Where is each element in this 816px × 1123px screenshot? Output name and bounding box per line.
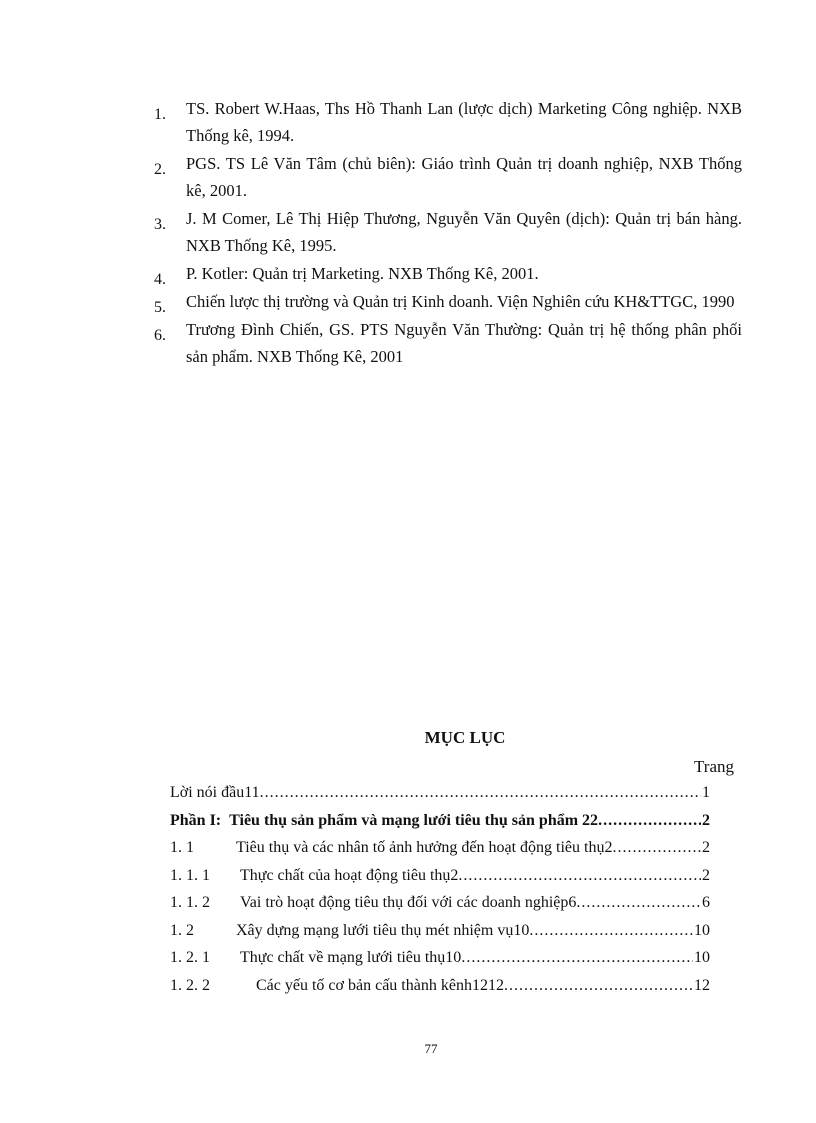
reference-text: TS. Robert W.Haas, Ths Hồ Thanh Lan (lược dịch) Marketing Công nghiệp. NXB Thống kê, 1994. bbox=[186, 99, 742, 145]
toc-entry[interactable] bbox=[170, 839, 710, 867]
toc-leader-dots bbox=[576, 894, 701, 912]
toc-entry-page: 1 bbox=[702, 784, 710, 801]
toc-entry-page: 2 bbox=[702, 811, 710, 829]
toc-entry-title: Thực chất về mạng lưới tiêu thụ10 bbox=[240, 949, 462, 966]
toc-entry-title: Lời nói đầu11 bbox=[170, 784, 260, 801]
toc-entry-section: 1. 1. 2 bbox=[170, 894, 210, 911]
toc-entry-section: 1. 2 bbox=[170, 921, 194, 939]
toc-entry[interactable] bbox=[170, 812, 710, 840]
reference-number: 4. bbox=[154, 271, 166, 288]
toc-leader-dots bbox=[260, 784, 701, 802]
reference-number: 3. bbox=[154, 216, 166, 233]
toc-entry[interactable] bbox=[170, 922, 710, 950]
reference-item bbox=[152, 150, 742, 204]
toc-entry-title: Thực chất của hoạt động tiêu thụ2 bbox=[240, 866, 459, 884]
toc-entry-title: Vai trò hoạt động tiêu thụ đối với các doanh nghiệp6 bbox=[240, 894, 577, 911]
toc-entry-title: Tiêu thụ sản phẩm và mạng lưới tiêu thụ sản phẩm 22 bbox=[229, 811, 599, 829]
toc-title: MỤC LỤC bbox=[424, 728, 506, 747]
toc-entry-section: 1. 1. 1 bbox=[170, 866, 210, 884]
toc-entry-title: Xây dựng mạng lưới tiêu thụ mét nhiệm vụ10 bbox=[236, 921, 530, 939]
reference-item bbox=[152, 95, 742, 149]
toc-entry-page: 10 bbox=[694, 921, 710, 939]
toc-entry[interactable] bbox=[170, 977, 710, 1005]
toc-entry-page: 6 bbox=[702, 894, 710, 911]
toc-leader-dots bbox=[458, 867, 701, 885]
toc-entry[interactable] bbox=[170, 949, 710, 977]
toc-entry-page: 2 bbox=[702, 866, 710, 884]
toc-entry[interactable] bbox=[170, 867, 710, 895]
reference-number: 6. bbox=[154, 327, 166, 344]
toc-entry-section: 1. 2. 2 bbox=[170, 976, 210, 994]
reference-item bbox=[152, 205, 742, 259]
reference-text: J. M Comer, Lê Thị Hiệp Thương, Nguyễn Văn Quyên (dịch): Quản trị bán hàng. NXB Thống Kê, 1995. bbox=[186, 209, 742, 255]
toc-entry-title: Tiêu thụ và các nhân tố ảnh hưởng đến hoạt động tiêu thụ2 bbox=[236, 839, 613, 856]
reference-number: 1. bbox=[154, 106, 166, 123]
toc-entry-section: 1. 2. 1 bbox=[170, 949, 210, 966]
toc-entry-title: Các yếu tố cơ bản cấu thành kênh1212 bbox=[256, 976, 504, 994]
toc-entry[interactable] bbox=[170, 894, 710, 922]
toc-leader-dots bbox=[529, 922, 693, 940]
toc-leader-dots bbox=[598, 812, 701, 830]
toc-entry[interactable] bbox=[170, 784, 710, 812]
toc-leader-dots bbox=[612, 839, 701, 857]
reference-number: 2. bbox=[154, 161, 166, 178]
table-of-contents bbox=[170, 784, 710, 1004]
page-number: 77 bbox=[424, 1041, 438, 1056]
reference-text: PGS. TS Lê Văn Tâm (chủ biên): Giáo trình Quản trị doanh nghiệp, NXB Thống kê, 2001. bbox=[186, 154, 742, 200]
toc-entry-section: Phần I: bbox=[170, 811, 222, 829]
toc-entry-page: 2 bbox=[702, 839, 710, 856]
reference-item bbox=[152, 260, 742, 287]
reference-list bbox=[152, 95, 742, 371]
toc-leader-dots bbox=[461, 949, 693, 967]
reference-item bbox=[152, 316, 742, 370]
reference-number: 5. bbox=[154, 299, 166, 316]
toc-entry-section: 1. 1 bbox=[170, 839, 194, 856]
reference-text: Chiến lược thị trường và Quản trị Kinh doanh. Viện Nghiên cứu KH&TTGC, 1990 bbox=[186, 292, 735, 311]
toc-leader-dots bbox=[504, 977, 693, 995]
toc-entry-page: 10 bbox=[694, 949, 710, 966]
reference-text: P. Kotler: Quản trị Marketing. NXB Thống Kê, 2001. bbox=[186, 264, 539, 283]
reference-text: Trương Đình Chiến, GS. PTS Nguyễn Văn Thường: Quản trị hệ thống phân phối sản phẩm. NXB Thống Kê, 2001 bbox=[186, 320, 742, 366]
toc-entry-page: 12 bbox=[694, 976, 710, 994]
toc-page-header: Trang bbox=[694, 757, 734, 776]
reference-item bbox=[152, 288, 742, 315]
